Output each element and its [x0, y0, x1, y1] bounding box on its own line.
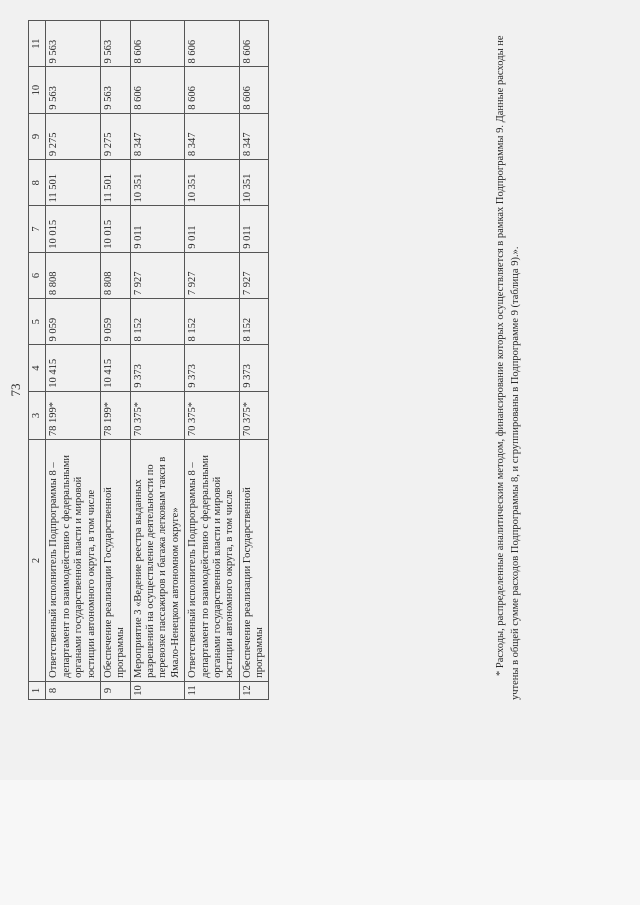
value-cell: 10 351: [130, 160, 185, 206]
value-cell: 11 501: [46, 160, 101, 206]
budget-table: [28, 20, 269, 700]
value-cell: 9 011: [130, 206, 185, 252]
row-description: Обеспечение реализации Государственной программы: [100, 440, 130, 682]
value-cell: 7 927: [130, 252, 185, 298]
row-number: 11: [185, 681, 240, 699]
header-cell: 10: [29, 67, 46, 113]
footnote: * Расходы, распределенные аналитическим методом, финансирование которых осуществляется в рамках Подпрограммы 9. Данные расходы не учтены в общей сумме расходов Подпрограммы 8, и сгруппированы в Подпрограмме 9 (таблица 9).».: [495, 35, 521, 700]
header-cell: 3: [29, 391, 46, 439]
value-cell: 8 152: [130, 299, 185, 345]
value-cell: 10 415: [100, 345, 130, 391]
value-cell: 8 606: [130, 67, 185, 113]
value-cell: 9 275: [100, 113, 130, 159]
value-cell: 9 563: [46, 21, 101, 67]
value-cell: 8 606: [185, 67, 240, 113]
header-cell: 7: [29, 206, 46, 252]
value-cell: 10 351: [185, 160, 240, 206]
header-cell: 8: [29, 160, 46, 206]
table-row: [46, 21, 101, 700]
header-cell: 6: [29, 252, 46, 298]
header-cell: 9: [29, 113, 46, 159]
value-cell: 8 808: [100, 252, 130, 298]
table-row: [239, 21, 269, 700]
value-cell: 10 015: [100, 206, 130, 252]
value-cell: 9 563: [100, 67, 130, 113]
value-cell: 8 347: [239, 113, 269, 159]
value-cell: 70 375*: [239, 391, 269, 439]
value-cell: 9 059: [46, 299, 101, 345]
value-cell: 9 011: [185, 206, 240, 252]
value-cell: 78 199*: [100, 391, 130, 439]
header-cell: 11: [29, 21, 46, 67]
row-description: Ответственный исполнитель Подпрограммы 8 – департамент по взаимодействию с федеральными органами государственной власти и мировой юстиции автономного округа, в том числе: [46, 440, 101, 682]
value-cell: 7 927: [239, 252, 269, 298]
row-number: 10: [130, 681, 185, 699]
value-cell: 78 199*: [46, 391, 101, 439]
value-cell: 9 563: [46, 67, 101, 113]
value-cell: 8 152: [239, 299, 269, 345]
value-cell: 8 606: [130, 21, 185, 67]
value-cell: 8 606: [239, 21, 269, 67]
value-cell: 9 563: [100, 21, 130, 67]
row-description: Обеспечение реализации Государственной программы: [239, 440, 269, 682]
value-cell: 9 373: [185, 345, 240, 391]
value-cell: 9 373: [239, 345, 269, 391]
page-number: 73: [8, 383, 23, 397]
value-cell: 8 808: [46, 252, 101, 298]
value-cell: 70 375*: [185, 391, 240, 439]
table-row: [130, 21, 185, 700]
row-number: 8: [46, 681, 101, 699]
header-cell: 4: [29, 345, 46, 391]
row-description: Ответственный исполнитель Подпрограммы 8 – департамент по взаимодействию с федеральными органами государственной власти и мировой юстиции автономного округа, в том числе: [185, 440, 240, 682]
value-cell: 11 501: [100, 160, 130, 206]
value-cell: 7 927: [185, 252, 240, 298]
value-cell: 9 059: [100, 299, 130, 345]
table-header-row: [29, 21, 46, 700]
value-cell: 8 347: [130, 113, 185, 159]
scan-lower-area: [0, 780, 640, 905]
value-cell: 8 152: [185, 299, 240, 345]
header-cell: 1: [29, 681, 46, 699]
value-cell: 8 606: [185, 21, 240, 67]
row-description: Мероприятие 3 «Ведение реестра выданных разрешений на осуществление деятельности по перевозке пассажиров и багажа легковым такси в Ямало-Ненецком автономном округе»: [130, 440, 185, 682]
value-cell: 10 415: [46, 345, 101, 391]
value-cell: 8 606: [239, 67, 269, 113]
header-cell: 2: [29, 440, 46, 682]
value-cell: 9 275: [46, 113, 101, 159]
row-number: 9: [100, 681, 130, 699]
value-cell: 8 347: [185, 113, 240, 159]
table-row: [185, 21, 240, 700]
row-number: 12: [239, 681, 269, 699]
value-cell: 9 373: [130, 345, 185, 391]
value-cell: 9 011: [239, 206, 269, 252]
value-cell: 10 015: [46, 206, 101, 252]
rotated-page-content: [0, 10, 640, 770]
value-cell: 70 375*: [130, 391, 185, 439]
value-cell: 10 351: [239, 160, 269, 206]
header-cell: 5: [29, 299, 46, 345]
table-row: [100, 21, 130, 700]
